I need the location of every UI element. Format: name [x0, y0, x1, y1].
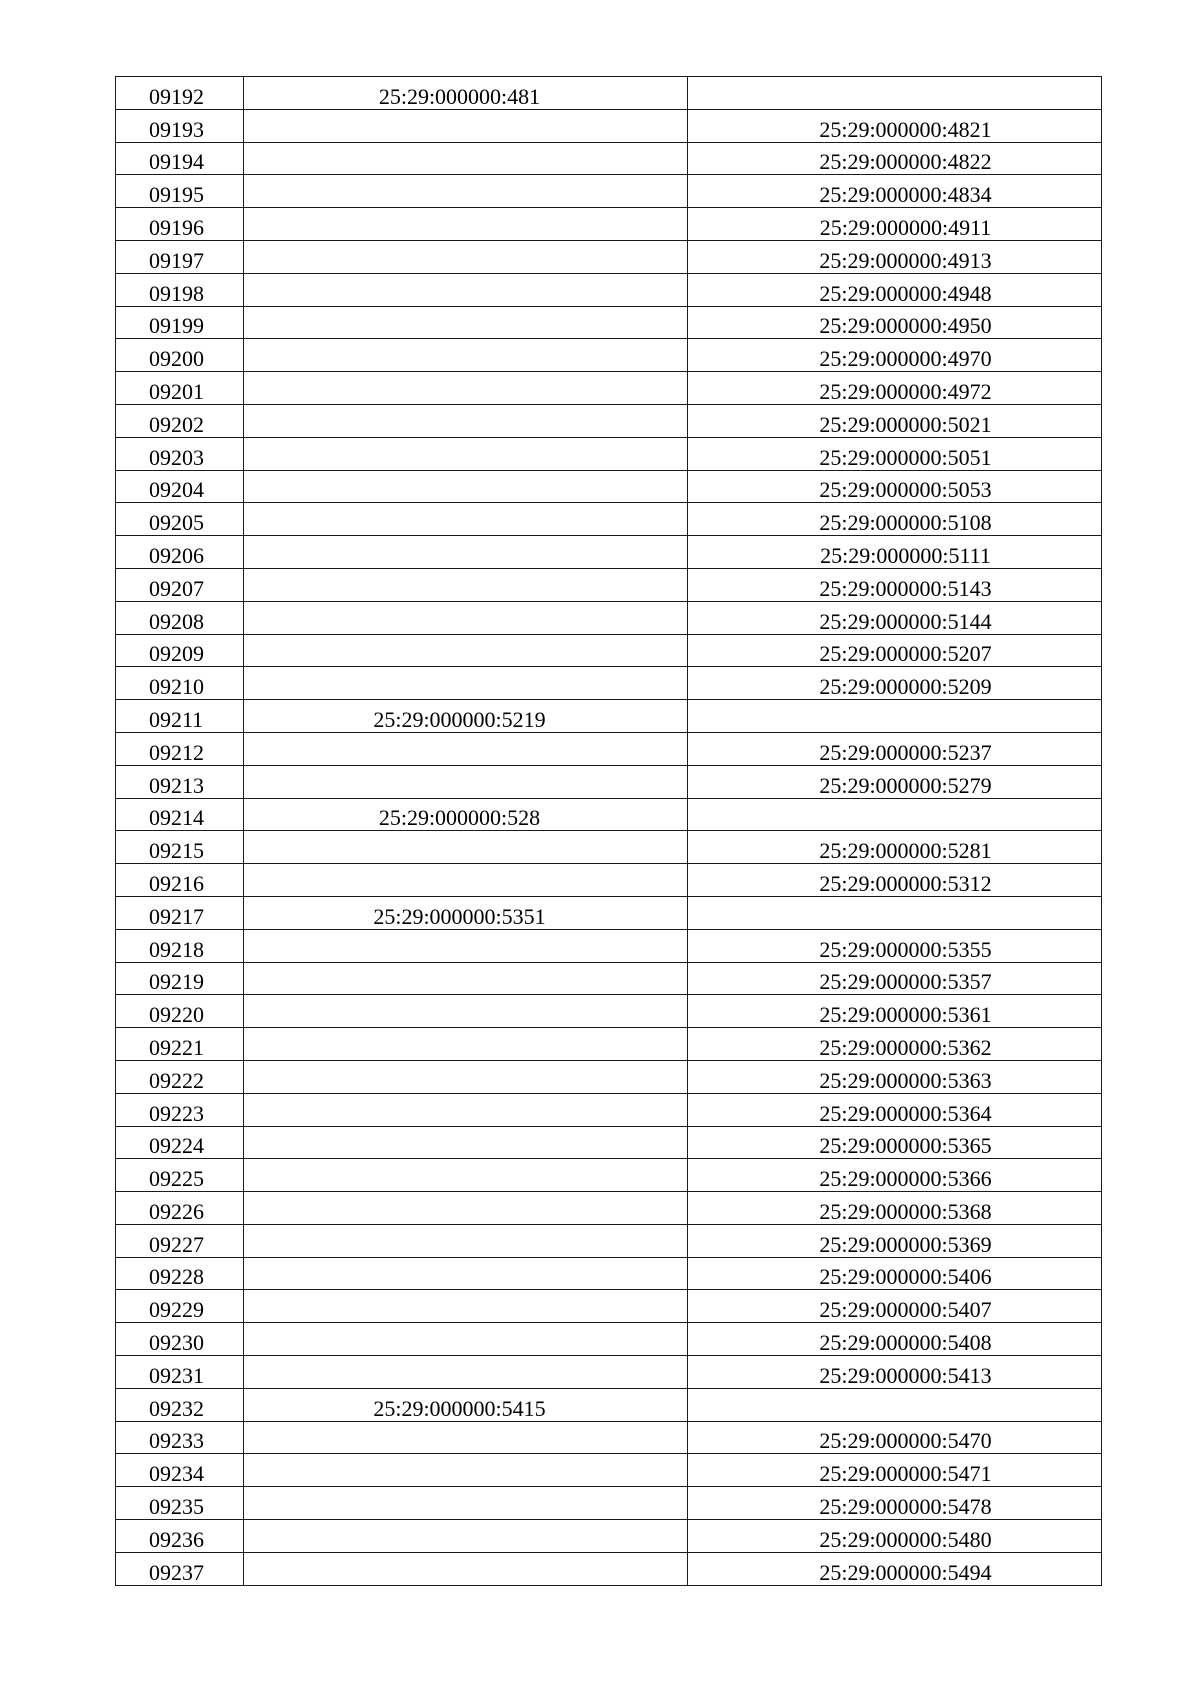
- cadastral-number-cell-a: [244, 1520, 688, 1553]
- cadastral-number-cell-b: 25:29:000000:5362: [688, 1028, 1102, 1061]
- cadastral-number-cell-b: 25:29:000000:5279: [688, 765, 1102, 798]
- table-row: [116, 864, 1102, 897]
- cadastral-number-cell-a: [244, 667, 688, 700]
- cadastral-number-cell-b: 25:29:000000:5368: [688, 1192, 1102, 1225]
- cadastral-number-cell-b: 25:29:000000:5111: [688, 536, 1102, 569]
- table-row: [116, 1093, 1102, 1126]
- cadastral-number-cell-b: 25:29:000000:5108: [688, 503, 1102, 536]
- cadastral-number-cell-b: 25:29:000000:5209: [688, 667, 1102, 700]
- cadastral-number-cell-a: [244, 1323, 688, 1356]
- row-number-cell: 09211: [116, 700, 244, 733]
- cadastral-number-cell-a: [244, 601, 688, 634]
- table-row: [116, 1192, 1102, 1225]
- cadastral-number-cell-b: [688, 1388, 1102, 1421]
- cadastral-number-cell-a: [244, 1028, 688, 1061]
- cadastral-number-cell-b: 25:29:000000:5021: [688, 404, 1102, 437]
- row-number-cell: 09213: [116, 765, 244, 798]
- cadastral-number-cell-b: 25:29:000000:5408: [688, 1323, 1102, 1356]
- cadastral-number-cell-a: [244, 1093, 688, 1126]
- row-number-cell: 09229: [116, 1290, 244, 1323]
- table-row: [116, 536, 1102, 569]
- table-row: [116, 109, 1102, 142]
- row-number-cell: 09222: [116, 1060, 244, 1093]
- row-number-cell: 09203: [116, 437, 244, 470]
- cadastral-number-cell-b: [688, 798, 1102, 831]
- row-number-cell: 09206: [116, 536, 244, 569]
- table-row: [116, 142, 1102, 175]
- cadastral-number-cell-a: [244, 306, 688, 339]
- row-number-cell: 09201: [116, 372, 244, 405]
- cadastral-number-cell-a: [244, 831, 688, 864]
- table-row: [116, 175, 1102, 208]
- row-number-cell: 09207: [116, 568, 244, 601]
- table-row: [116, 765, 1102, 798]
- table-body: [116, 77, 1102, 1586]
- cadastral-number-cell-b: [688, 700, 1102, 733]
- cadastral-number-cell-a: [244, 339, 688, 372]
- cadastral-number-cell-b: 25:29:000000:5471: [688, 1454, 1102, 1487]
- table-row: [116, 273, 1102, 306]
- cadastral-number-cell-b: 25:29:000000:5361: [688, 995, 1102, 1028]
- row-number-cell: 09230: [116, 1323, 244, 1356]
- row-number-cell: 09227: [116, 1224, 244, 1257]
- cadastral-number-cell-b: 25:29:000000:5144: [688, 601, 1102, 634]
- cadastral-number-cell-a: [244, 1159, 688, 1192]
- table-row: [116, 372, 1102, 405]
- cadastral-number-cell-a: [244, 1487, 688, 1520]
- table-row: [116, 896, 1102, 929]
- cadastral-number-cell-a: 25:29:000000:5219: [244, 700, 688, 733]
- table-row: [116, 77, 1102, 110]
- cadastral-number-cell-a: 25:29:000000:481: [244, 77, 688, 110]
- table-row: [116, 1126, 1102, 1159]
- cadastral-number-cell-b: 25:29:000000:5406: [688, 1257, 1102, 1290]
- row-number-cell: 09202: [116, 404, 244, 437]
- cadastral-number-cell-b: 25:29:000000:5494: [688, 1552, 1102, 1585]
- cadastral-number-cell-a: [244, 962, 688, 995]
- table-row: [116, 404, 1102, 437]
- row-number-cell: 09210: [116, 667, 244, 700]
- row-number-cell: 09192: [116, 77, 244, 110]
- row-number-cell: 09193: [116, 109, 244, 142]
- row-number-cell: 09218: [116, 929, 244, 962]
- table-row: [116, 437, 1102, 470]
- row-number-cell: 09231: [116, 1356, 244, 1389]
- cadastral-number-cell-b: 25:29:000000:5478: [688, 1487, 1102, 1520]
- cadastral-number-cell-a: [244, 1224, 688, 1257]
- row-number-cell: 09205: [116, 503, 244, 536]
- table-row: [116, 1224, 1102, 1257]
- cadastral-number-cell-a: [244, 1060, 688, 1093]
- cadastral-number-cell-b: 25:29:000000:4948: [688, 273, 1102, 306]
- cadastral-number-cell-a: [244, 437, 688, 470]
- cadastral-number-cell-a: 25:29:000000:5351: [244, 896, 688, 929]
- cadastral-number-cell-b: 25:29:000000:5143: [688, 568, 1102, 601]
- row-number-cell: 09236: [116, 1520, 244, 1553]
- cadastral-number-cell-a: [244, 470, 688, 503]
- cadastral-number-cell-b: 25:29:000000:5407: [688, 1290, 1102, 1323]
- cadastral-number-cell-b: 25:29:000000:5207: [688, 634, 1102, 667]
- row-number-cell: 09208: [116, 601, 244, 634]
- table-row: [116, 306, 1102, 339]
- table-row: [116, 1388, 1102, 1421]
- row-number-cell: 09220: [116, 995, 244, 1028]
- cadastral-number-cell-b: 25:29:000000:5364: [688, 1093, 1102, 1126]
- cadastral-number-cell-b: 25:29:000000:5355: [688, 929, 1102, 962]
- row-number-cell: 09216: [116, 864, 244, 897]
- cadastral-number-cell-a: 25:29:000000:528: [244, 798, 688, 831]
- cadastral-number-cell-b: [688, 896, 1102, 929]
- table-row: [116, 568, 1102, 601]
- cadastral-number-cell-b: 25:29:000000:5357: [688, 962, 1102, 995]
- cadastral-number-cell-a: [244, 765, 688, 798]
- table-row: [116, 1356, 1102, 1389]
- cadastral-number-cell-a: [244, 1421, 688, 1454]
- cadastral-number-cell-a: [244, 372, 688, 405]
- table-row: [116, 1520, 1102, 1553]
- cadastral-number-cell-a: [244, 1290, 688, 1323]
- table-row: [116, 1159, 1102, 1192]
- cadastral-number-table: [115, 76, 1102, 1586]
- row-number-cell: 09233: [116, 1421, 244, 1454]
- cadastral-number-cell-b: 25:29:000000:5053: [688, 470, 1102, 503]
- row-number-cell: 09223: [116, 1093, 244, 1126]
- cadastral-number-cell-b: 25:29:000000:5366: [688, 1159, 1102, 1192]
- row-number-cell: 09200: [116, 339, 244, 372]
- row-number-cell: 09194: [116, 142, 244, 175]
- cadastral-number-cell-a: [244, 208, 688, 241]
- cadastral-number-cell-a: [244, 1192, 688, 1225]
- table-row: [116, 831, 1102, 864]
- cadastral-number-cell-a: [244, 1356, 688, 1389]
- row-number-cell: 09235: [116, 1487, 244, 1520]
- table-row: [116, 339, 1102, 372]
- row-number-cell: 09226: [116, 1192, 244, 1225]
- table-row: [116, 1257, 1102, 1290]
- cadastral-number-cell-b: 25:29:000000:4972: [688, 372, 1102, 405]
- row-number-cell: 09228: [116, 1257, 244, 1290]
- cadastral-number-cell-a: [244, 240, 688, 273]
- cadastral-number-cell-b: 25:29:000000:5363: [688, 1060, 1102, 1093]
- row-number-cell: 09224: [116, 1126, 244, 1159]
- row-number-cell: 09209: [116, 634, 244, 667]
- row-number-cell: 09195: [116, 175, 244, 208]
- cadastral-number-cell-b: 25:29:000000:5237: [688, 732, 1102, 765]
- cadastral-number-cell-a: [244, 864, 688, 897]
- table-row: [116, 995, 1102, 1028]
- table-row: [116, 634, 1102, 667]
- table-row: [116, 601, 1102, 634]
- cadastral-number-cell-b: 25:29:000000:5470: [688, 1421, 1102, 1454]
- row-number-cell: 09215: [116, 831, 244, 864]
- row-number-cell: 09234: [116, 1454, 244, 1487]
- table-row: [116, 667, 1102, 700]
- cadastral-number-cell-b: 25:29:000000:5312: [688, 864, 1102, 897]
- cadastral-number-cell-b: 25:29:000000:4911: [688, 208, 1102, 241]
- row-number-cell: 09198: [116, 273, 244, 306]
- table-row: [116, 240, 1102, 273]
- row-number-cell: 09237: [116, 1552, 244, 1585]
- cadastral-number-cell-b: 25:29:000000:4821: [688, 109, 1102, 142]
- cadastral-number-cell-b: 25:29:000000:5051: [688, 437, 1102, 470]
- table-row: [116, 732, 1102, 765]
- row-number-cell: 09199: [116, 306, 244, 339]
- cadastral-number-cell-a: [244, 142, 688, 175]
- table-row: [116, 1552, 1102, 1585]
- cadastral-number-cell-b: 25:29:000000:5281: [688, 831, 1102, 864]
- row-number-cell: 09217: [116, 896, 244, 929]
- table-row: [116, 208, 1102, 241]
- table-row: [116, 700, 1102, 733]
- cadastral-number-cell-b: 25:29:000000:4822: [688, 142, 1102, 175]
- cadastral-number-cell-b: 25:29:000000:4913: [688, 240, 1102, 273]
- table-row: [116, 470, 1102, 503]
- cadastral-number-cell-b: 25:29:000000:5413: [688, 1356, 1102, 1389]
- table-row: [116, 962, 1102, 995]
- cadastral-number-cell-a: [244, 1454, 688, 1487]
- row-number-cell: 09219: [116, 962, 244, 995]
- cadastral-number-cell-a: [244, 536, 688, 569]
- cadastral-number-cell-b: 25:29:000000:4834: [688, 175, 1102, 208]
- table-row: [116, 1323, 1102, 1356]
- cadastral-number-cell-a: [244, 568, 688, 601]
- row-number-cell: 09196: [116, 208, 244, 241]
- cadastral-number-cell-a: [244, 732, 688, 765]
- table-row: [116, 1290, 1102, 1323]
- cadastral-number-cell-b: 25:29:000000:5365: [688, 1126, 1102, 1159]
- table-row: [116, 1028, 1102, 1061]
- cadastral-number-cell-a: [244, 1126, 688, 1159]
- row-number-cell: 09214: [116, 798, 244, 831]
- cadastral-number-cell-a: [244, 1552, 688, 1585]
- cadastral-number-cell-b: 25:29:000000:4950: [688, 306, 1102, 339]
- cadastral-number-cell-a: [244, 634, 688, 667]
- cadastral-number-cell-a: [244, 404, 688, 437]
- cadastral-number-cell-a: [244, 109, 688, 142]
- cadastral-number-cell-b: 25:29:000000:5369: [688, 1224, 1102, 1257]
- table-row: [116, 1421, 1102, 1454]
- row-number-cell: 09204: [116, 470, 244, 503]
- table-row: [116, 929, 1102, 962]
- cadastral-number-cell-a: [244, 995, 688, 1028]
- cadastral-number-cell-a: [244, 929, 688, 962]
- table-row: [116, 1487, 1102, 1520]
- row-number-cell: 09221: [116, 1028, 244, 1061]
- row-number-cell: 09197: [116, 240, 244, 273]
- table-row: [116, 1454, 1102, 1487]
- table-row: [116, 503, 1102, 536]
- cadastral-number-cell-a: [244, 273, 688, 306]
- row-number-cell: 09225: [116, 1159, 244, 1192]
- cadastral-number-cell-a: [244, 175, 688, 208]
- cadastral-number-cell-a: [244, 503, 688, 536]
- table-row: [116, 798, 1102, 831]
- row-number-cell: 09212: [116, 732, 244, 765]
- cadastral-number-cell-b: [688, 77, 1102, 110]
- cadastral-number-cell-a: 25:29:000000:5415: [244, 1388, 688, 1421]
- row-number-cell: 09232: [116, 1388, 244, 1421]
- table-row: [116, 1060, 1102, 1093]
- cadastral-number-cell-a: [244, 1257, 688, 1290]
- cadastral-number-cell-b: 25:29:000000:5480: [688, 1520, 1102, 1553]
- cadastral-number-cell-b: 25:29:000000:4970: [688, 339, 1102, 372]
